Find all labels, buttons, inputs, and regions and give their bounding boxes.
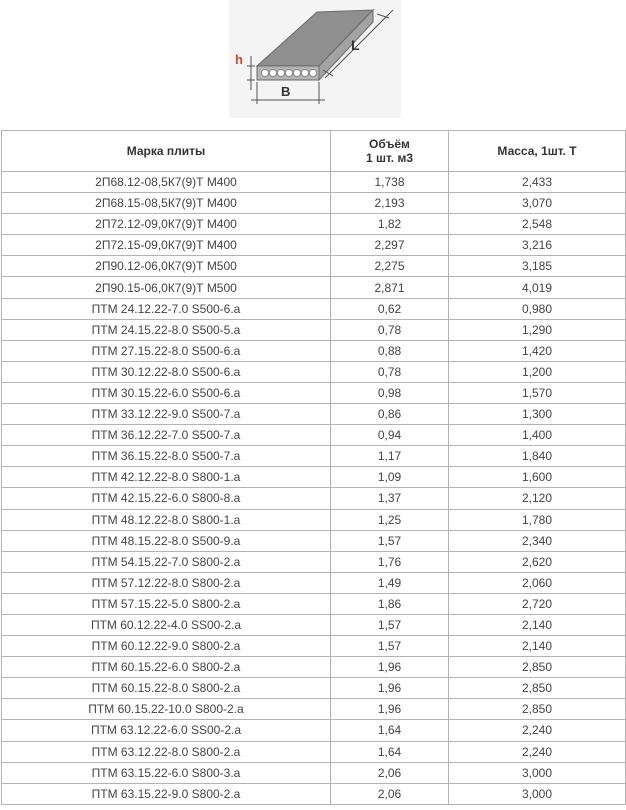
cell-grade: ПТМ 63.15.22-6.0 S800-3.a <box>2 762 331 783</box>
cell-grade: 2П68.15-08,5К7(9)Т М400 <box>2 193 331 214</box>
cell-grade: ПТМ 63.12.22-8.0 S800-2.a <box>2 741 331 762</box>
table-row <box>2 467 626 488</box>
table-row <box>2 488 626 509</box>
cell-mass: 2,720 <box>449 593 626 614</box>
cell-grade: ПТМ 36.12.22-7.0 S500-7.a <box>2 425 331 446</box>
cell-grade: 2П90.15-06,0К7(9)Т М500 <box>2 277 331 298</box>
cell-volume: 1,49 <box>331 572 449 593</box>
header-volume-line1: Объём <box>369 137 410 151</box>
cell-grade: 2П90.12-06,0К7(9)Т М500 <box>2 256 331 277</box>
cell-grade: 2П72.12-09,0К7(9)Т М400 <box>2 214 331 235</box>
header-volume <box>331 131 449 172</box>
cell-mass: 2,120 <box>449 488 626 509</box>
cell-mass: 4,019 <box>449 277 626 298</box>
table-row <box>2 193 626 214</box>
cell-grade: ПТМ 60.15.22-10.0 S800-2.a <box>2 699 331 720</box>
cell-mass: 1,290 <box>449 319 626 340</box>
cell-volume: 1,96 <box>331 657 449 678</box>
table-row <box>2 783 626 804</box>
b-label: B <box>281 84 291 99</box>
cell-volume: 0,86 <box>331 404 449 425</box>
cell-volume: 0,98 <box>331 382 449 403</box>
header-mass: Масса, 1шт. Т <box>449 131 626 172</box>
cell-grade: 2П72.15-09,0К7(9)Т М400 <box>2 235 331 256</box>
table-row <box>2 741 626 762</box>
cell-volume: 0,94 <box>331 425 449 446</box>
cell-grade: ПТМ 24.12.22-7.0 S500-6.a <box>2 298 331 319</box>
cell-volume: 0,78 <box>331 319 449 340</box>
cell-mass: 1,600 <box>449 467 626 488</box>
cell-volume: 1,96 <box>331 678 449 699</box>
cell-mass: 1,300 <box>449 404 626 425</box>
header-grade: Марка плиты <box>2 131 331 172</box>
l-label: L <box>351 37 360 53</box>
cell-mass: 1,780 <box>449 509 626 530</box>
cell-volume: 1,17 <box>331 446 449 467</box>
cell-volume: 1,64 <box>331 720 449 741</box>
cell-grade: ПТМ 48.15.22-8.0 S500-9.a <box>2 530 331 551</box>
cell-mass: 2,850 <box>449 699 626 720</box>
cell-volume: 2,297 <box>331 235 449 256</box>
cell-mass: 3,185 <box>449 256 626 277</box>
cell-mass: 1,570 <box>449 382 626 403</box>
cell-volume: 2,06 <box>331 762 449 783</box>
cell-grade: ПТМ 30.12.22-8.0 S500-6.a <box>2 361 331 382</box>
cell-mass: 1,420 <box>449 340 626 361</box>
table-row <box>2 214 626 235</box>
cell-volume: 1,64 <box>331 741 449 762</box>
table-row <box>2 678 626 699</box>
cell-volume: 1,82 <box>331 214 449 235</box>
table-row <box>2 277 626 298</box>
cell-volume: 2,193 <box>331 193 449 214</box>
cell-mass: 1,840 <box>449 446 626 467</box>
slab-specification-table <box>1 130 626 805</box>
table-row <box>2 235 626 256</box>
slab-diagram <box>229 0 401 118</box>
cell-grade: ПТМ 60.15.22-8.0 S800-2.a <box>2 678 331 699</box>
cell-volume: 0,62 <box>331 298 449 319</box>
cell-grade: ПТМ 60.15.22-6.0 S800-2.a <box>2 657 331 678</box>
cell-mass: 1,400 <box>449 425 626 446</box>
cell-volume: 2,871 <box>331 277 449 298</box>
cell-grade: ПТМ 42.12.22-8.0 S800-1.a <box>2 467 331 488</box>
cell-volume: 0,88 <box>331 340 449 361</box>
table-row <box>2 425 626 446</box>
cell-volume: 2,275 <box>331 256 449 277</box>
table-row <box>2 593 626 614</box>
table-row <box>2 256 626 277</box>
table-row <box>2 404 626 425</box>
table-row <box>2 530 626 551</box>
cell-mass: 2,340 <box>449 530 626 551</box>
cell-mass: 2,850 <box>449 657 626 678</box>
cell-grade: ПТМ 60.12.22-9.0 S800-2.a <box>2 636 331 657</box>
cell-grade: ПТМ 24.15.22-8.0 S500-5.a <box>2 319 331 340</box>
cell-volume: 1,96 <box>331 699 449 720</box>
table-body <box>2 172 626 805</box>
cell-volume: 2,06 <box>331 783 449 804</box>
cell-mass: 2,140 <box>449 614 626 635</box>
cell-mass: 2,240 <box>449 741 626 762</box>
cell-volume: 1,86 <box>331 593 449 614</box>
cell-grade: ПТМ 27.15.22-8.0 S500-6.a <box>2 340 331 361</box>
cell-mass: 0,980 <box>449 298 626 319</box>
cell-volume: 1,25 <box>331 509 449 530</box>
table-row <box>2 172 626 193</box>
cell-grade: ПТМ 60.12.22-4.0 SS00-2.a <box>2 614 331 635</box>
cell-grade: ПТМ 33.12.22-9.0 S500-7.a <box>2 404 331 425</box>
cell-grade: ПТМ 57.15.22-5.0 S800-2.a <box>2 593 331 614</box>
cell-volume: 1,37 <box>331 488 449 509</box>
table-row <box>2 720 626 741</box>
cell-grade: ПТМ 57.12.22-8.0 S800-2.a <box>2 572 331 593</box>
table-row <box>2 340 626 361</box>
cell-grade: ПТМ 54.15.22-7.0 S800-2.a <box>2 551 331 572</box>
cell-volume: 1,57 <box>331 614 449 635</box>
table-row <box>2 319 626 340</box>
hollow-core-slab-illustration <box>229 0 401 118</box>
cell-grade: ПТМ 63.12.22-6.0 SS00-2.a <box>2 720 331 741</box>
cell-grade: ПТМ 42.15.22-6.0 S800-8.a <box>2 488 331 509</box>
cell-grade: ПТМ 30.15.22-6.0 S500-6.a <box>2 382 331 403</box>
cell-mass: 2,240 <box>449 720 626 741</box>
cell-grade: ПТМ 36.15.22-8.0 S500-7.a <box>2 446 331 467</box>
cell-mass: 1,200 <box>449 361 626 382</box>
cell-volume: 1,57 <box>331 530 449 551</box>
cell-mass: 2,140 <box>449 636 626 657</box>
cell-grade: 2П68.12-08,5К7(9)Т М400 <box>2 172 331 193</box>
table-row <box>2 572 626 593</box>
header-volume-line2: 1 шт. м3 <box>365 151 414 165</box>
cell-volume: 1,76 <box>331 551 449 572</box>
table-row <box>2 657 626 678</box>
cell-mass: 2,850 <box>449 678 626 699</box>
table-row <box>2 551 626 572</box>
cell-mass: 3,216 <box>449 235 626 256</box>
table-row <box>2 361 626 382</box>
cell-mass: 2,548 <box>449 214 626 235</box>
cell-mass: 2,060 <box>449 572 626 593</box>
table-row <box>2 509 626 530</box>
cell-volume: 0,78 <box>331 361 449 382</box>
table-row <box>2 762 626 783</box>
cell-grade: ПТМ 48.12.22-8.0 S800-1.a <box>2 509 331 530</box>
h-label: h <box>235 52 243 67</box>
table-row <box>2 614 626 635</box>
table-row <box>2 382 626 403</box>
cell-mass: 3,070 <box>449 193 626 214</box>
table-row <box>2 699 626 720</box>
table-row <box>2 446 626 467</box>
cell-mass: 2,620 <box>449 551 626 572</box>
table-header-row <box>2 131 626 172</box>
cell-volume: 1,738 <box>331 172 449 193</box>
table-row <box>2 636 626 657</box>
cell-mass: 3,000 <box>449 783 626 804</box>
table-row <box>2 298 626 319</box>
cell-mass: 3,000 <box>449 762 626 783</box>
cell-volume: 1,57 <box>331 636 449 657</box>
cell-grade: ПТМ 63.15.22-9.0 S800-2.a <box>2 783 331 804</box>
cell-volume: 1,09 <box>331 467 449 488</box>
cell-mass: 2,433 <box>449 172 626 193</box>
